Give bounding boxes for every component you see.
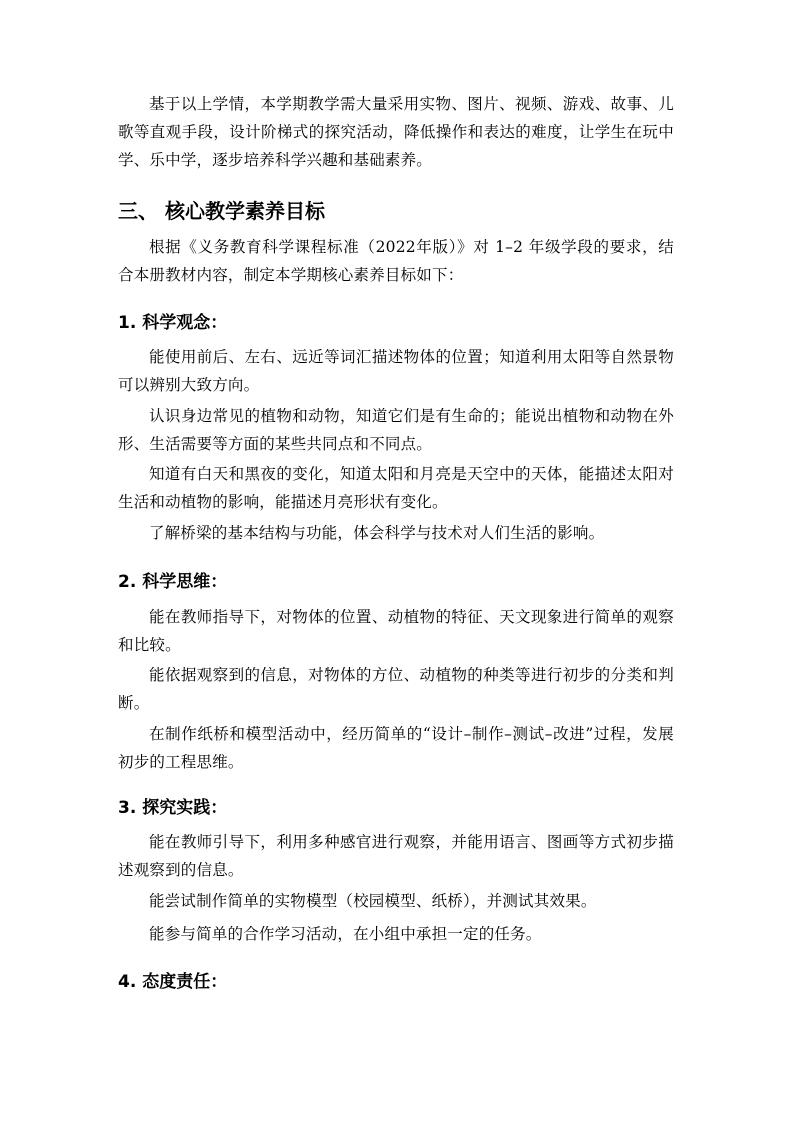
goal-1-paragraph: 知道有白天和黑夜的变化，知道太阳和月亮是天空中的天体，能描述太阳对生活和动植物的影响，能描述月亮形状有变化。: [118, 465, 674, 511]
section-3-block: [118, 197, 674, 225]
goal-1-para-2-block: [118, 402, 674, 458]
goal-3-para-2-block: [118, 887, 674, 915]
goal-4-heading: 4. 态度责任：: [118, 972, 228, 992]
section-3-intro-block: [118, 233, 674, 289]
goal-3-para-1-block: [118, 828, 674, 884]
goal-1-heading: 1. 科学观念：: [118, 313, 228, 333]
goal-2-paragraph: 能在教师指导下，对物体的位置、动植物的特征、天文现象进行简单的观察和比较。: [118, 608, 674, 654]
goal-2-para-3-block: [118, 720, 674, 776]
goal-3-paragraph: 能在教师引导下，利用多种感官进行观察，并能用语言、图画等方式初步描述观察到的信息。: [118, 833, 674, 879]
goal-1-para-1-block: [118, 343, 674, 399]
goal-2-para-2-block: [118, 661, 674, 717]
goal-3-heading-block: [118, 795, 674, 821]
goal-1-paragraph: 能使用前后、左右、远近等词汇描述物体的位置；知道利用太阳等自然景物可以辨别大致方向。: [118, 348, 674, 394]
intro-block: [118, 90, 674, 174]
goal-4-heading-block: [118, 969, 674, 995]
goal-2-heading: 2. 科学思维：: [118, 572, 228, 592]
goal-1-heading-block: [118, 310, 674, 336]
goal-1-para-3-block: [118, 460, 674, 516]
goal-3-heading: 3. 探究实践：: [118, 798, 228, 818]
goal-2-para-1-block: [118, 603, 674, 659]
section-3-title: 三、 核心教学素养目标: [118, 199, 325, 223]
intro-paragraph: 基于以上学情，本学期教学需大量采用实物、图片、视频、游戏、故事、儿歌等直观手段，设计阶梯式的探究活动，降低操作和表达的难度，让学生在玩中学、乐中学，逐步培养科学兴趣和基础素养。: [118, 95, 674, 169]
section-3-intro-paragraph: 根据《义务教育科学课程标准（2022年版）》对 1–2 年级学段的要求，结合本册教材内容，制定本学期核心素养目标如下：: [118, 238, 674, 284]
goal-3-paragraph: 能尝试制作简单的实物模型（校园模型、纸桥），并测试其效果。: [149, 892, 597, 910]
goal-1-paragraph: 了解桥梁的基本结构与功能，体会科学与技术对人们生活的影响。: [149, 524, 605, 542]
goal-2-paragraph: 能依据观察到的信息，对物体的方位、动植物的种类等进行初步的分类和判断。: [118, 666, 674, 712]
goal-1-paragraph: 认识身边常见的植物和动物，知道它们是有生命的；能说出植物和动物在外形、生活需要等方面的某些共同点和不同点。: [118, 407, 674, 453]
goal-3-paragraph: 能参与简单的合作学习活动，在小组中承担一定的任务。: [149, 925, 542, 943]
goal-3-para-3-block: [118, 920, 674, 948]
goal-1-para-4-block: [118, 519, 674, 547]
goal-2-heading-block: [118, 569, 674, 595]
goal-2-paragraph: 在制作纸桥和模型活动中，经历简单的“设计–制作–测试–改进”过程，发展初步的工程思维。: [118, 725, 674, 771]
